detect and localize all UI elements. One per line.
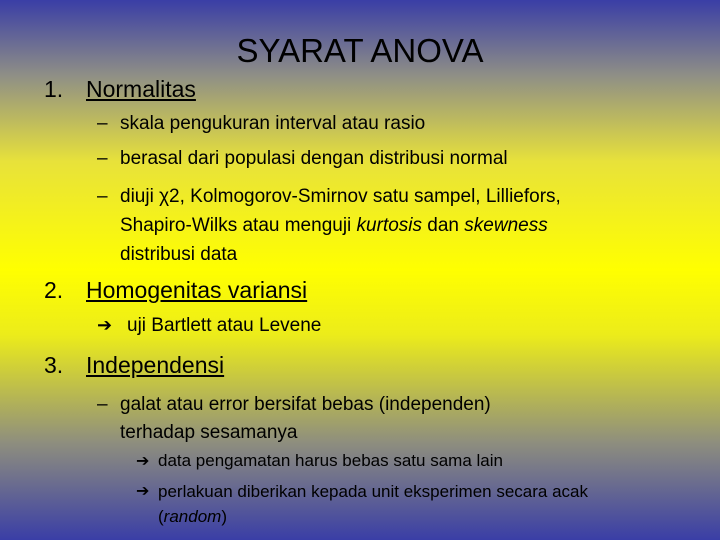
dash-bullet: – — [97, 148, 108, 169]
list-item — [97, 148, 508, 170]
list-item-text-line2b: dan — [422, 215, 465, 236]
list-item-text-line2: terhadap sesamanya — [120, 422, 298, 443]
list-item-text-line2a: Shapiro-Wilks atau menguji — [120, 215, 357, 236]
emphasis-kurtosis: kurtosis — [356, 215, 423, 236]
sub-arrow-item — [136, 451, 503, 471]
sub-arrow-item-text-line2a: ( — [158, 507, 164, 526]
list-item — [97, 182, 561, 269]
dash-bullet: – — [97, 186, 108, 207]
section-number: 3. — [44, 352, 64, 378]
list-item-text-line1: galat atau error bersifat bebas (independen) — [120, 394, 491, 415]
dash-bullet: – — [97, 394, 108, 415]
slide-title-text: SYARAT ANOVA — [236, 32, 484, 69]
sub-arrow-item-text-line1: perlakuan diberikan kepada unit eksperimen secara acak — [158, 482, 588, 501]
section-number: 2. — [44, 277, 64, 303]
list-item-text: berasal dari populasi dengan distribusi normal — [120, 148, 508, 169]
sub-arrow-item-text: data pengamatan harus bebas satu sama lain — [158, 451, 503, 470]
section-number: 1. — [44, 76, 64, 102]
arrow-right-icon: ➔ — [136, 483, 150, 500]
list-item — [97, 113, 425, 135]
list-item — [97, 391, 491, 447]
list-item-text-line1: diuji χ2, Kolmogorov-Smirnov satu sampel, Lilliefors, — [120, 186, 561, 207]
dash-bullet: – — [97, 113, 108, 134]
sub-arrow-item — [136, 479, 588, 529]
arrow-item — [97, 315, 321, 337]
section-heading-normalitas — [44, 76, 196, 103]
section-heading-text: Homogenitas variansi — [86, 277, 308, 303]
emphasis-random: random — [163, 507, 222, 526]
section-heading-text: Independensi — [86, 352, 225, 378]
section-heading-homogenitas — [44, 277, 307, 304]
arrow-right-icon: ➔ — [97, 315, 113, 335]
list-item-text: skala pengukuran interval atau rasio — [120, 113, 426, 134]
section-heading-text: Normalitas — [86, 76, 196, 102]
arrow-item-text: uji Bartlett atau Levene — [127, 315, 322, 336]
arrow-right-icon: ➔ — [136, 453, 150, 470]
slide-title — [0, 32, 720, 70]
section-heading-independensi — [44, 352, 224, 379]
sub-arrow-item-text-line2b: ) — [221, 507, 227, 526]
emphasis-skewness: skewness — [464, 215, 548, 236]
list-item-text-line3: distribusi data — [120, 244, 238, 265]
